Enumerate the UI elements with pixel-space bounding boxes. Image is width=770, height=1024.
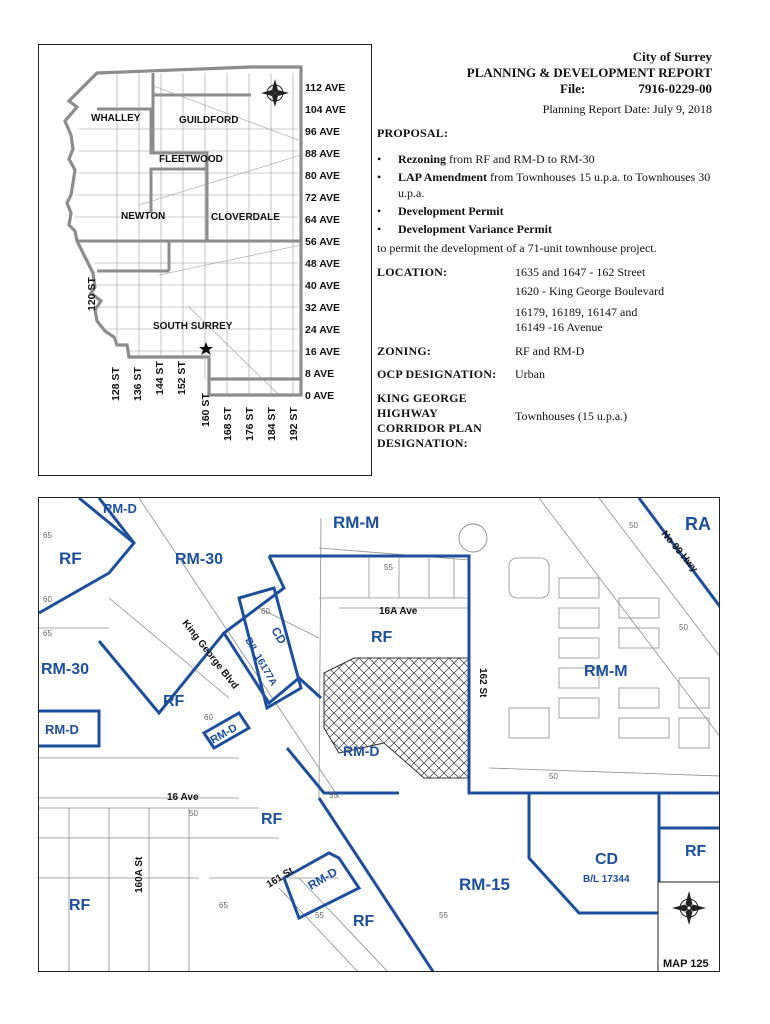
zone-label: B/L 16177A [242, 636, 279, 689]
zone-label: RF [59, 549, 82, 568]
area-label: SOUTH SURREY [153, 321, 233, 332]
zone-label: CD [268, 624, 290, 647]
avenue-label: 72 AVE [305, 192, 341, 204]
proposal-item: • Rezoning from RF and RM-D to RM-30 [374, 151, 714, 167]
map-legend-box [658, 882, 720, 972]
avenue-label: 112 AVE [305, 82, 346, 94]
zone-label: RF [163, 693, 185, 710]
zone-label: RM-M [333, 513, 380, 532]
street-label: 192 ST [288, 407, 300, 441]
location-line: 1635 and 1647 - 162 Street [515, 265, 646, 279]
street-label: 136 ST [132, 367, 144, 401]
proposal-list [374, 151, 714, 237]
avenue-label: 64 AVE [305, 214, 341, 226]
avenue-label: 80 AVE [305, 170, 341, 182]
street-label: 144 ST [154, 361, 166, 395]
contour-label: 60 [261, 607, 270, 616]
zone-label: RM-D [343, 743, 380, 759]
overview-map [39, 45, 373, 477]
zone-label: RF [685, 843, 707, 860]
avenue-label: 0 AVE [305, 390, 335, 402]
file-label: File: [560, 81, 586, 96]
kg-designation-label: KING GEORGE HIGHWAY CORRIDOR PLAN DESIGNATION: [377, 391, 482, 450]
report-title: PLANNING & DEVELOPMENT REPORT [466, 65, 712, 80]
ocp-label: OCP DESIGNATION: [377, 367, 497, 381]
zone-label: RA [685, 514, 711, 534]
contour-label: 50 [679, 623, 688, 632]
zoning-label: ZONING: [377, 344, 432, 358]
zone-label: RF [353, 913, 375, 930]
contour-label: 55 [315, 911, 324, 920]
site-star-icon [199, 342, 213, 355]
contour-label: 65 [43, 629, 52, 638]
contour-label: 50 [629, 521, 638, 530]
street-label: 162 St [477, 668, 488, 698]
subject-site [324, 658, 469, 778]
street-label: 161 St [264, 865, 296, 891]
street-label: 168 ST [222, 407, 234, 441]
zone-label: RF [261, 811, 283, 828]
street-label: 160A St [134, 856, 145, 893]
contour-label: 65 [43, 531, 52, 540]
contour-label: 55 [439, 911, 448, 920]
zone-label: RM-D [305, 864, 340, 893]
ocp-value: Urban [515, 367, 545, 381]
map-number-label: MAP 125 [663, 958, 709, 970]
area-label: WHALLEY [91, 113, 141, 124]
avenue-label: 8 AVE [305, 368, 335, 380]
zone-label: RM-D [45, 722, 79, 737]
area-label: FLEETWOOD [159, 154, 223, 165]
zone-label: RM-D [208, 721, 240, 747]
street-label: 184 ST [266, 407, 278, 441]
street-label: 120 ST [86, 277, 98, 311]
avenue-label: 104 AVE [305, 104, 346, 116]
zone-label: RM-D [103, 501, 137, 516]
north-arrow-icon [261, 79, 289, 107]
city-name: City of Surrey [632, 49, 712, 64]
contour-label: 65 [219, 901, 228, 910]
contour-label: 55 [329, 791, 338, 800]
overview-map-frame [38, 44, 372, 476]
location-line: 16149 -16 Avenue [515, 320, 603, 334]
area-label: CLOVERDALE [211, 212, 280, 223]
contour-label: 50 [189, 809, 198, 818]
street-label: 176 ST [244, 407, 256, 441]
area-label: NEWTON [121, 211, 166, 222]
zone-label: RM-30 [41, 661, 90, 678]
avenue-label: 32 AVE [305, 302, 341, 314]
proposal-item: • Development Permit [374, 203, 714, 219]
kg-designation-value: Townhouses (15 u.p.a.) [515, 409, 628, 423]
street-label: King George Blvd [179, 618, 241, 692]
zone-label: CD [595, 851, 619, 868]
file-number: 7916-0229-00 [638, 81, 712, 96]
zoning-map [39, 498, 720, 972]
zone-label: RM-15 [459, 875, 511, 894]
street-label: 16A Ave [379, 606, 418, 617]
avenue-label: 24 AVE [305, 324, 341, 336]
street-label: 16 Ave [167, 792, 199, 803]
zone-label: RM-M [584, 663, 628, 680]
contour-label: 60 [204, 713, 213, 722]
location-line: 1620 - King George Boulevard [515, 284, 665, 298]
proposal-item: • Development Variance Permit [374, 221, 714, 237]
proposal-item: • LAP Amendment from Townhouses 15 u.p.a. to Townhouses 30 u.p.a. [374, 169, 714, 201]
area-label: GUILDFORD [179, 115, 239, 126]
avenue-label: 16 AVE [305, 346, 341, 358]
zone-label: RF [69, 897, 91, 914]
proposal-heading: PROPOSAL: [377, 126, 449, 140]
contour-label: 55 [384, 563, 393, 572]
street-label: No 99 Hwy [658, 528, 700, 575]
street-label: 152 ST [176, 361, 188, 395]
location-label: LOCATION: [377, 265, 448, 279]
avenue-label: 48 AVE [305, 258, 341, 270]
zone-label: RF [371, 629, 393, 646]
contour-label: 50 [549, 772, 558, 781]
report-date: Planning Report Date: July 9, 2018 [542, 102, 712, 116]
avenue-label: 56 AVE [305, 236, 341, 248]
avenue-label: 40 AVE [305, 280, 341, 292]
contour-label: 60 [43, 595, 52, 604]
street-label: 160 ST [200, 393, 212, 427]
avenue-label: 88 AVE [305, 148, 341, 160]
zone-label: B/L 17344 [583, 874, 630, 885]
avenue-label: 96 AVE [305, 126, 341, 138]
zone-label: RM-30 [175, 551, 224, 568]
proposal-purpose: to permit the development of a 71-unit townhouse project. [377, 241, 657, 255]
location-line: 16179, 16189, 16147 and [515, 305, 638, 319]
street-label: 128 ST [110, 367, 122, 401]
zoning-value: RF and RM-D [515, 344, 585, 358]
zoning-map-frame [38, 497, 720, 972]
